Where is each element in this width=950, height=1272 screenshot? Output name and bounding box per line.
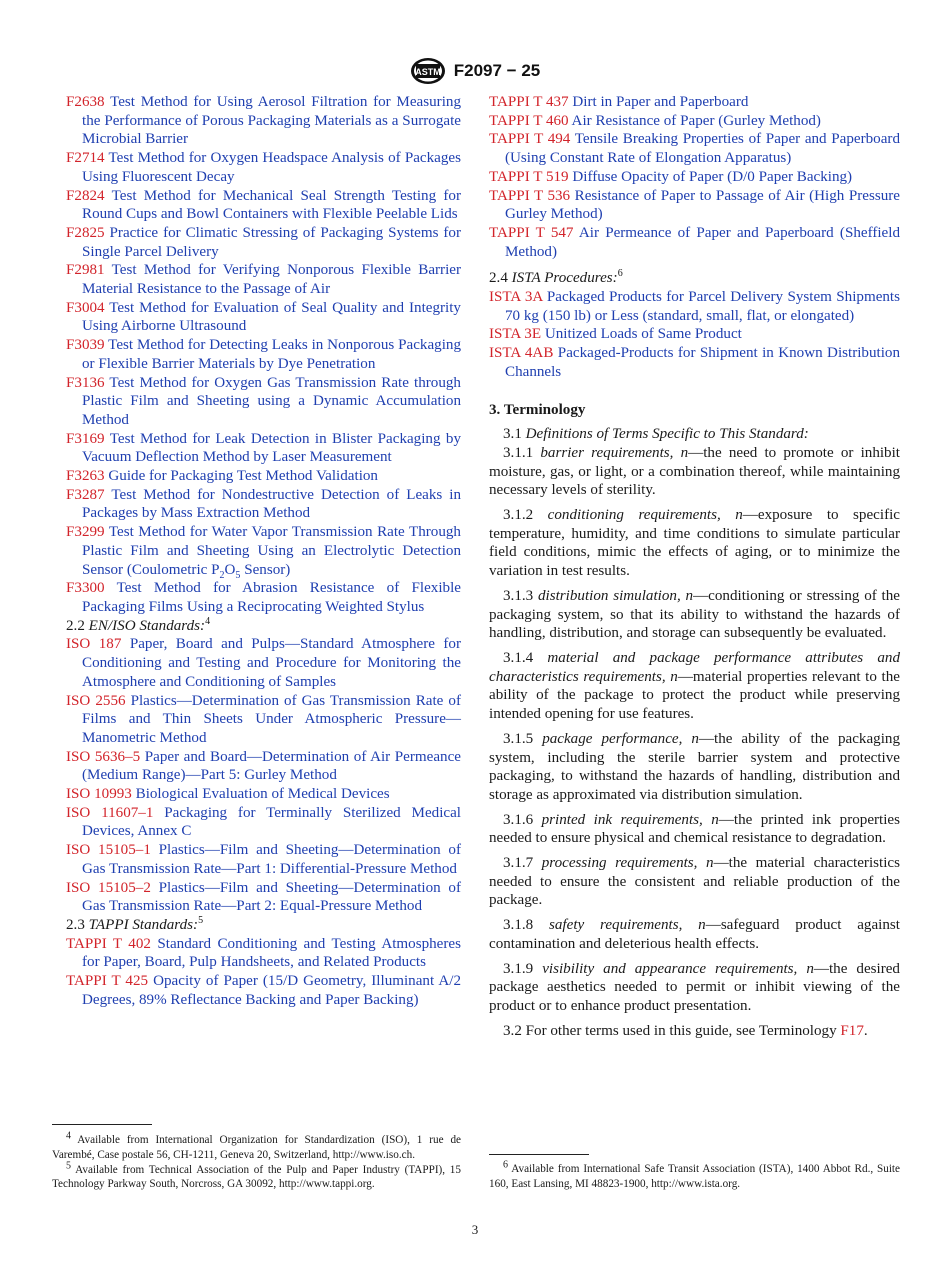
reference-title[interactable]: Plastics—Determination of Gas Transmission Rate of Films and Thin Sheets Under Atmospheric Pressure—Manometric Method (82, 692, 461, 746)
reference-item[interactable] (66, 93, 461, 149)
reference-title[interactable]: Packaging for Terminally Sterilized Medical Devices, Annex C (82, 804, 461, 840)
reference-title[interactable]: Resistance of Paper to Passage of Air (High Pressure Gurley Method) (505, 187, 901, 223)
reference-code[interactable]: F3039 (66, 337, 105, 354)
reference-item[interactable] (66, 187, 461, 224)
term-name: printed ink requirements, n (541, 811, 719, 828)
right-column (489, 93, 900, 1046)
reference-item[interactable] (66, 748, 461, 785)
ista-reference-list (489, 288, 900, 382)
reference-code[interactable]: ISO 11607–1 (66, 804, 154, 821)
reference-code[interactable]: F2825 (66, 224, 105, 241)
reference-title[interactable]: Test Method for Leak Detection in Blister Packaging by Vacuum Deflection Method by Laser Measurement (82, 430, 461, 466)
reference-code[interactable]: F2981 (66, 262, 105, 279)
term-name: material and package performance attributes and characteristics requirements, n (489, 649, 900, 685)
tappi-heading: 2.3 TAPPI Standards:$^5$ (66, 914, 204, 933)
reference-title[interactable]: Diffuse Opacity of Paper (D/0 Paper Backing) (572, 168, 853, 185)
reference-code[interactable]: TAPPI T 402 (66, 935, 151, 952)
reference-code[interactable]: F2824 (66, 187, 105, 204)
term-definition (489, 960, 900, 1016)
reference-title[interactable]: Opacity of Paper (15/D Geometry, Illuminant A/2 Degrees, 89% Reflectance Backing and Paper Backing) (82, 973, 461, 1008)
term-number: 3.1.3 (503, 587, 538, 604)
reference-code[interactable]: ISTA 4AB (489, 345, 554, 362)
reference-item[interactable] (66, 523, 461, 579)
terminology-link[interactable]: F17 (840, 1022, 864, 1039)
reference-title[interactable]: Paper and Board—Determination of Air Permeance (Medium Range)—Part 5: Gurley Method (82, 748, 461, 784)
reference-title[interactable]: Test Method for Nondestructive Detection of Leaks in Packages by Mass Extraction Method (82, 486, 461, 522)
reference-title[interactable]: Plastics—Film and Sheeting—Determination of Gas Transmission Rate—Part 1: Differential-Pressure Method (82, 842, 461, 877)
term-name: package performance, n (542, 730, 699, 747)
astm-logo-icon (410, 57, 446, 85)
reference-code[interactable]: TAPPI T 460 (489, 112, 569, 129)
reference-code[interactable]: TAPPI T 519 (489, 168, 569, 185)
reference-code[interactable]: F3136 (66, 374, 105, 391)
term-number: 3.1.6 (503, 811, 542, 828)
term-text: —the printed ink properties needed to ensure physical and chemical resistance to degradation. (489, 811, 900, 847)
reference-code[interactable]: ISO 5636–5 (66, 748, 141, 765)
footnotes-right (489, 1159, 900, 1192)
reference-code[interactable]: TAPPI T 536 (489, 187, 571, 204)
term-name: barrier requirements, n (540, 444, 689, 461)
reference-title[interactable]: Test Method for Abrasion Resistance of Flexible Packaging Films Using a Reciprocating Weighted Stylus (82, 580, 461, 615)
term-text: —material properties relevant to the ability of the package to protect the product while preserving intended opening for use features. (489, 668, 900, 723)
footnote: $^5$ Available from Technical Association of the Pulp and Paper Industry (TAPPI), 15 Technology Parkway South, Norcross, GA 30092, http://www.tappi.org. (52, 1159, 461, 1191)
reference-title[interactable]: Packaged-Products for Shipment in Known Distribution Channels (505, 345, 900, 380)
tappi-reference-list (66, 935, 461, 1010)
reference-title[interactable]: Plastics—Film and Sheeting—Determination of Gas Transmission Rate—Part 2: Equal-Pressure Method (82, 879, 461, 915)
svg-text:ASTM: ASTM (415, 67, 441, 77)
reference-item[interactable] (66, 972, 461, 1009)
reference-item[interactable] (66, 374, 461, 430)
reference-item[interactable] (489, 168, 900, 187)
reference-title[interactable]: Test Method for Using Aerosol Filtration for Measuring the Performance of Porous Packaging Materials as a Surrogate Microbial Barrier (82, 94, 461, 148)
reference-item[interactable] (489, 187, 900, 224)
reference-title[interactable]: Air Resistance of Paper (Gurley Method) (571, 112, 821, 129)
reference-code[interactable]: F3300 (66, 580, 105, 597)
reference-title[interactable]: Tensile Breaking Properties of Paper and Paperboard (Using Constant Rate of Elongation Apparatus) (505, 131, 900, 167)
reference-title[interactable]: Test Method for Verifying Nonporous Flexible Barrier Material Resistance to the Passage of Air (82, 262, 461, 298)
reference-code[interactable]: F3299 (66, 524, 105, 541)
definitions-subheading: 3.1 Definitions of Terms Specific to This Standard: (503, 426, 809, 443)
reference-title[interactable]: Unitized Loads of Same Product (544, 326, 742, 343)
term-definition (489, 649, 900, 724)
standard-designation: F2097 − 25 (453, 61, 541, 80)
reference-title[interactable]: Biological Evaluation of Medical Devices (135, 786, 390, 803)
reference-item[interactable] (66, 224, 461, 261)
reference-code[interactable]: ISO 15105–1 (66, 842, 151, 859)
reference-title[interactable]: Practice for Climatic Stressing of Packaging Systems for Single Parcel Delivery (82, 224, 461, 260)
reference-item[interactable] (66, 635, 461, 691)
reference-item[interactable] (66, 785, 461, 804)
reference-item[interactable] (66, 804, 461, 841)
reference-title[interactable]: Paper, Board and Pulps—Standard Atmosphere for Conditioning and Testing and Procedure for Monitoring the Atmosphere and Conditioning of Samples (82, 636, 461, 690)
reference-code[interactable]: F3287 (66, 486, 105, 503)
reference-code[interactable]: TAPPI T 547 (489, 224, 574, 241)
reference-code[interactable]: ISO 187 (66, 636, 122, 653)
footnote-rule-left (52, 1124, 152, 1125)
term-name: conditioning requirements, n (547, 507, 743, 524)
reference-code[interactable]: F2638 (66, 94, 105, 110)
reference-title[interactable]: Dirt in Paper and Paperboard (572, 94, 749, 110)
en-iso-heading: 2.2 EN/ISO Standards:$^4$ (66, 615, 211, 634)
footnote: $^6$ Available from International Safe Transit Association (ISTA), 1400 Abbot Rd., Suite 160, East Lansing, MI 48823-1900, http://www.ista.org. (489, 1159, 900, 1190)
reference-code[interactable]: TAPPI T 425 (66, 973, 149, 990)
reference-item[interactable] (489, 112, 900, 131)
reference-code[interactable]: F3004 (66, 299, 105, 316)
footnote-rule-right (489, 1154, 589, 1155)
reference-item[interactable] (489, 93, 900, 112)
reference-title[interactable]: Test Method for Detecting Leaks in Nonporous Packaging or Flexible Barrier Materials by Dye Penetration (82, 337, 461, 372)
reference-title[interactable]: Test Method for Mechanical Seal Strength Testing for Round Cups and Bowl Containers with Flexible Peelable Lids (82, 187, 461, 223)
term-name: distribution simulation, n (537, 587, 694, 604)
reference-title[interactable]: Test Method for Oxygen Headspace Analysis of Packages Using Fluorescent Decay (82, 150, 461, 185)
ista-heading: 2.4 ISTA Procedures:$^6$ (489, 268, 623, 287)
reference-code[interactable]: TAPPI T 494 (489, 131, 571, 148)
footnotes-left (52, 1130, 461, 1192)
reference-item[interactable] (66, 261, 461, 298)
term-text: —safeguard product against contamination and deleterious health effects. (489, 917, 900, 952)
reference-title[interactable]: Test Method for Oxygen Gas Transmission Rate through Plastic Film and Sheeting using a Dynamic Accumulation Method (82, 374, 461, 428)
reference-title[interactable]: Standard Conditioning and Testing Atmospheres for Paper, Board, Pulp Handsheets, and Related Products (82, 935, 461, 971)
reference-code[interactable]: ISTA 3A (489, 289, 543, 306)
reference-item[interactable] (66, 692, 461, 748)
other-terms-note: 3.2 For other terms used in this guide, see Terminology F17. (503, 1022, 868, 1039)
reference-code[interactable]: ISO 15105–2 (66, 879, 151, 896)
terminology-heading: 3. Terminology (489, 401, 586, 418)
reference-item[interactable] (66, 149, 461, 186)
reference-item[interactable] (66, 430, 461, 467)
term-number: 3.1.5 (503, 730, 543, 747)
page-number: 3 (471, 1222, 479, 1237)
left-column (66, 93, 461, 1009)
reference-code[interactable]: F3169 (66, 430, 105, 447)
term-name: processing requirements, n (541, 855, 714, 872)
reference-item[interactable] (66, 336, 461, 373)
term-number: 3.1.2 (503, 507, 548, 524)
reference-item[interactable] (66, 935, 461, 972)
reference-code[interactable]: F3263 (66, 468, 105, 485)
term-definition (489, 854, 900, 910)
tappi-reference-list-continued (489, 93, 900, 261)
term-definition (489, 730, 900, 805)
term-number: 3.1.7 (503, 855, 542, 872)
reference-title[interactable]: Guide for Packaging Test Method Validation (108, 468, 378, 485)
term-definition (489, 811, 900, 848)
term-number: 3.1.4 (503, 649, 548, 666)
reference-code[interactable]: ISO 2556 (66, 692, 126, 709)
reference-item[interactable] (66, 299, 461, 336)
astm-reference-list (66, 93, 461, 523)
term-name: safety requirements, n (549, 917, 706, 934)
reference-code[interactable]: ISTA 3E (489, 326, 542, 343)
reference-item[interactable] (489, 224, 900, 261)
term-definition (489, 587, 900, 643)
reference-item[interactable] (66, 486, 461, 523)
reference-item[interactable] (66, 841, 461, 878)
term-text: —the need to promote or inhibit moisture, gas, or light, or a combination thereof, while maintaining necessary levels of sterility. (489, 444, 900, 499)
term-definition (489, 444, 900, 500)
reference-item[interactable] (489, 288, 900, 325)
reference-title[interactable]: Test Method for Evaluation of Seal Quality and Integrity Using Airborne Ultrasound (82, 299, 461, 335)
page-header (0, 56, 950, 86)
term-name: visibility and appearance requirements, n (542, 960, 814, 977)
reference-item[interactable] (489, 344, 900, 381)
term-text: —the material characteristics needed to ensure the consistent and reliable production of the package. (489, 855, 900, 909)
reference-code[interactable]: TAPPI T 437 (489, 94, 569, 110)
reference-title[interactable]: Air Permeance of Paper and Paperboard (Sheffield Method) (505, 224, 900, 260)
term-definition (489, 916, 900, 953)
reference-title[interactable]: Packaged Products for Parcel Delivery System Shipments 70 kg (150 lb) or Less (standard, small, flat, or elongated) (505, 289, 901, 324)
terms-list (489, 444, 900, 1016)
reference-item[interactable] (66, 467, 461, 486)
term-definition (489, 506, 900, 581)
term-number: 3.1.8 (503, 917, 550, 934)
reference-item[interactable] (489, 325, 900, 344)
term-number: 3.1.9 (503, 960, 543, 977)
reference-item[interactable] (489, 130, 900, 167)
reference-item[interactable] (66, 879, 461, 916)
iso-reference-list (66, 635, 461, 916)
reference-code[interactable]: F2714 (66, 150, 105, 167)
reference-title[interactable]: Test Method for Water Vapor Transmission Rate Through Plastic Film and Sheeting Using an Electrolytic Detection Sensor (Coulometric $P_2O_5$ Sensor) (82, 524, 461, 581)
term-text: —the desired package aesthetics needed to permit or inhibit viewing of the product or to enhance product presentation. (489, 960, 900, 1014)
term-text: —exposure to specific temperature, humidity, and time conditions to simulate particular field conditions, mimic the effects of aging, or to minimize the variation in test results. (489, 507, 900, 580)
term-text: —the ability of the packaging system, including the sterile barrier system and protective packaging, to withstand the hazards of handling, distribution and storage as approximated via distribution simulation. (489, 730, 901, 803)
term-text: —conditioning or stressing of the packaging system, so that its ability to withstand the hazards of handling, distribution, and storage can subsequently be evaluated. (489, 587, 901, 642)
term-number: 3.1.1 (503, 444, 541, 461)
reference-code[interactable]: ISO 10993 (66, 786, 132, 803)
footnote: $^4$ Available from International Organization for Standardization (ISO), 1 rue de Varembé, Case postale 56, CH-1211, Geneva 20, Switzerland, http://www.iso.ch. (52, 1130, 461, 1161)
reference-item[interactable] (66, 579, 461, 616)
